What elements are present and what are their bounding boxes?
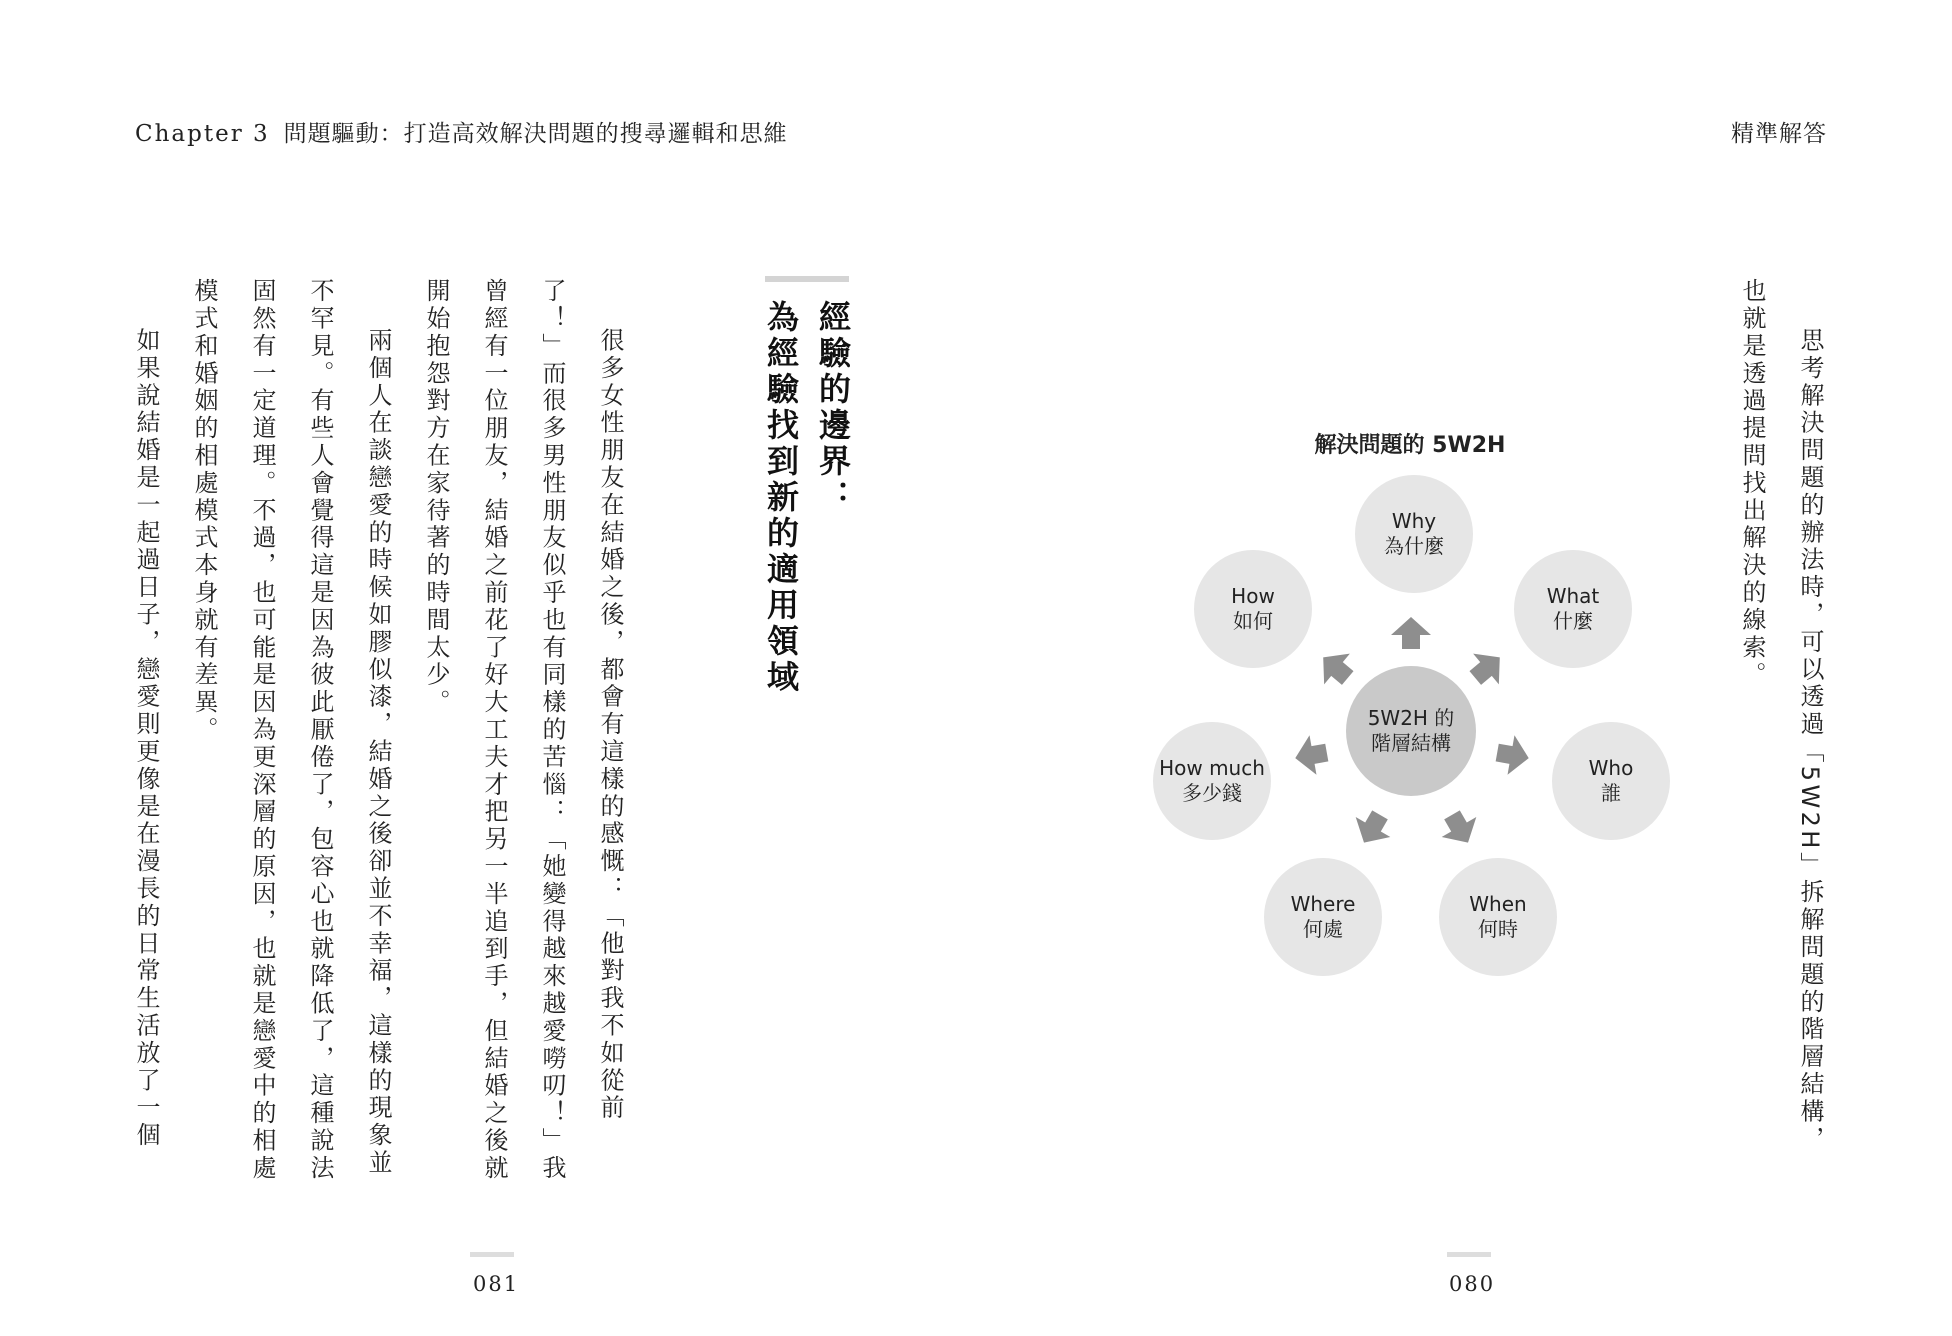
arrow-who — [1494, 733, 1532, 778]
arrow-why — [1391, 617, 1431, 649]
node-when-en: When — [1469, 892, 1527, 916]
node-why-en: Why — [1391, 509, 1437, 533]
node-who-en: Who — [1588, 756, 1634, 780]
node-where — [1264, 858, 1382, 976]
body-column: 如果說結婚是一起過日子，戀愛則更像是在漫長的日常生活放了一個 — [132, 300, 160, 1150]
page-number-right: 080 — [1449, 1272, 1496, 1296]
page-number-bar-right — [1447, 1252, 1491, 1257]
body-column: 思考解決問題的辦法時，可以透過「5W2H」拆解問題的階層結構， — [1796, 300, 1824, 1154]
body-column: 兩個人在談戀愛的時候如膠似漆，結婚之後卻並不幸福，這樣的現象並 — [364, 300, 392, 1177]
node-where-zh: 何處 — [1303, 917, 1343, 941]
body-column: 曾經有一位朋友，結婚之前花了好大工夫才把另一半追到手，但結婚之後就 — [480, 278, 508, 1183]
node-where-en: Where — [1290, 892, 1356, 916]
arrow-where — [1347, 805, 1398, 853]
running-header-left — [135, 115, 788, 148]
page-number-left: 081 — [473, 1272, 520, 1296]
section-title-line2: 為經驗找到新的適用領域 — [762, 300, 800, 696]
node-who-zh: 誰 — [1601, 781, 1621, 805]
node-how-much-zh: 多少錢 — [1182, 781, 1242, 805]
body-column: 模式和婚姻的相處模式本身就有差異。 — [190, 278, 218, 744]
body-column: 很多女性朋友在結婚之後，都會有這樣的感慨：「他對我不如從前 — [596, 300, 624, 1122]
node-how-much — [1153, 722, 1271, 840]
arrow-how — [1310, 642, 1360, 693]
node-when — [1439, 858, 1557, 976]
section-title-line1: 經驗的邊界： — [814, 300, 852, 516]
body-column: 了！」而很多男性朋友似乎也有同樣的苦惱：「她變得越來越愛嘮叨！」我 — [538, 278, 566, 1183]
node-what-en: What — [1546, 584, 1600, 608]
chapter-title: 問題驅動：打造高效解決問題的搜尋邏輯和思維 — [283, 121, 788, 147]
node-who — [1552, 722, 1670, 840]
body-column: 開始抱怨對方在家待著的時間太少。 — [422, 278, 450, 717]
node-why — [1355, 475, 1473, 593]
arrow-how-much — [1292, 733, 1330, 778]
node-when-zh: 何時 — [1478, 917, 1518, 941]
arrow-what — [1462, 642, 1512, 693]
running-header-right: 精準解答 — [1731, 121, 1827, 147]
node-how-much-en: How much — [1159, 756, 1265, 780]
body-column: 也就是透過提問找出解決的線索。 — [1738, 278, 1766, 689]
body-column: 固然有一定道理。不過，也可能是因為更深層的原因，也就是戀愛中的相處 — [248, 278, 276, 1183]
body-column: 不罕見。有些人會覺得這是因為彼此厭倦了，包容心也就降低了，這種說法 — [306, 278, 334, 1183]
node-how-zh: 如何 — [1233, 609, 1273, 633]
page-number-bar-left — [470, 1252, 514, 1257]
diagram-arrows — [1281, 601, 1541, 861]
node-center-line1: 5W2H 的 — [1367, 706, 1455, 730]
node-what-zh: 什麼 — [1553, 609, 1593, 633]
node-center-line2: 階層結構 — [1371, 731, 1451, 755]
arrow-when — [1435, 805, 1486, 853]
section-title-rule — [765, 276, 849, 282]
node-why-zh: 為什麼 — [1384, 534, 1444, 558]
diagram-title: 解決問題的 5W2H — [1314, 433, 1506, 458]
chapter-label: Chapter 3 — [135, 121, 270, 147]
node-how-en: How — [1231, 584, 1275, 608]
